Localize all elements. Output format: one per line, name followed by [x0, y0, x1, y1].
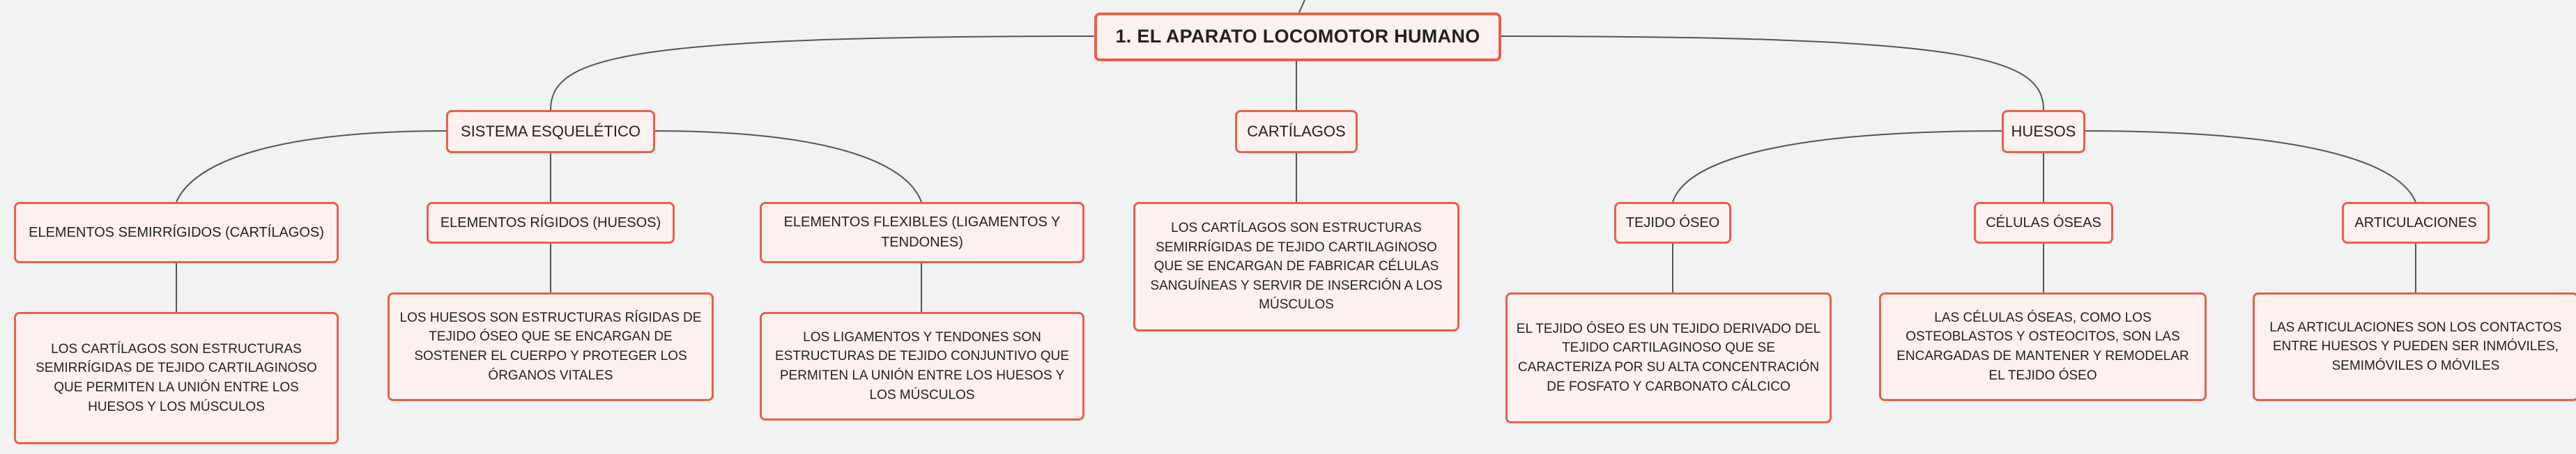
node-articulaciones[interactable]: ARTICULACIONES: [2342, 202, 2490, 244]
connector-huesos-tejido: [1673, 131, 2003, 202]
node-tejido-oseo-description[interactable]: EL TEJIDO ÓSEO ES UN TEJIDO DERIVADO DEL TEJIDO CARTILAGINOSO QUE SE CARACTERIZA POR SU ALTA CONCENTRACIÓN DE FOSFATO Y CARBONATO CÁLCICO: [1505, 292, 1832, 423]
node-elementos-flexibles[interactable]: ELEMENTOS FLEXIBLES (LIGAMENTOS Y TENDONES): [760, 202, 1084, 263]
connector-root-huesos: [1500, 36, 2044, 110]
root-node[interactable]: 1. EL APARATO LOCOMOTOR HUMANO: [1094, 13, 1501, 61]
node-flexibles-description[interactable]: LOS LIGAMENTOS Y TENDONES SON ESTRUCTURAS DE TEJIDO CONJUNTIVO QUE PERMITEN LA UNIÓN ENTRE LOS HUESOS Y LOS MÚSCULOS: [760, 312, 1084, 421]
node-celulas-oseas-description[interactable]: LAS CÉLULAS ÓSEAS, COMO LOS OSTEOBLASTOS Y OSTEOCITOS, SON LAS ENCARGADAS DE MANTENER Y REMODELAR EL TEJIDO ÓSEO: [1879, 292, 2207, 401]
node-elementos-semirrigidos[interactable]: ELEMENTOS SEMIRRÍGIDOS (CARTÍLAGOS): [14, 202, 339, 263]
node-semirrigidos-description[interactable]: LOS CARTÍLAGOS SON ESTRUCTURAS SEMIRRÍGIDAS DE TEJIDO CARTILAGINOSO QUE PERMITEN LA UNIÓN ENTRE LOS HUESOS Y LOS MÚSCULOS: [14, 312, 339, 444]
connector-root-esqueletico: [551, 36, 1096, 110]
connector-huesos-articulaciones: [2084, 131, 2416, 202]
node-celulas-oseas[interactable]: CÉLULAS ÓSEAS: [1974, 202, 2113, 244]
node-huesos[interactable]: HUESOS: [2002, 110, 2085, 153]
connector-esq-flexibles: [654, 131, 921, 202]
node-elementos-rigidos[interactable]: ELEMENTOS RÍGIDOS (HUESOS): [427, 202, 675, 244]
node-articulaciones-description[interactable]: LAS ARTICULACIONES SON LOS CONTACTOS ENTRE HUESOS Y PUEDEN SER INMÓVILES, SEMIMÓVILES O MÓVILES: [2253, 292, 2576, 401]
node-tejido-oseo[interactable]: TEJIDO ÓSEO: [1614, 202, 1731, 244]
connector-top: [1299, 0, 1305, 13]
node-cartilagos[interactable]: CARTÍLAGOS: [1235, 110, 1358, 153]
node-sistema-esqueletico[interactable]: SISTEMA ESQUELÉTICO: [446, 110, 655, 153]
connector-esq-semirrigidos: [176, 131, 447, 202]
node-rigidos-description[interactable]: LOS HUESOS SON ESTRUCTURAS RÍGIDAS DE TEJIDO ÓSEO QUE SE ENCARGAN DE SOSTENER EL CUERPO Y PROTEGER LOS ÓRGANOS VITALES: [388, 292, 714, 401]
node-cartilagos-description[interactable]: LOS CARTÍLAGOS SON ESTRUCTURAS SEMIRRÍGIDAS DE TEJIDO CARTILAGINOSO QUE SE ENCARGAN DE FABRICAR CÉLULAS SANGUÍNEAS Y SERVIR DE INSERCIÓN A LOS MÚSCULOS: [1133, 202, 1459, 331]
